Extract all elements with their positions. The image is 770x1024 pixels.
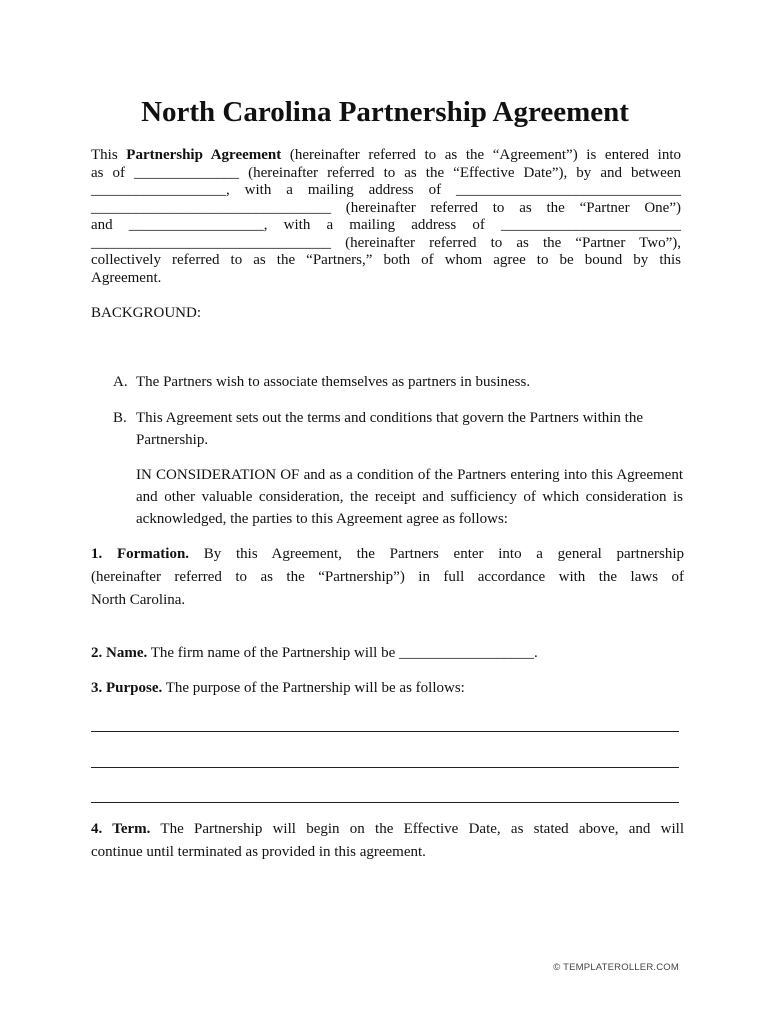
section-text: By this Agreement, the Partners enter into a general partnership [189, 546, 684, 562]
section-heading: 2. Name. [91, 645, 148, 661]
footer-copyright: © TEMPLATEROLLER.COM [553, 962, 679, 973]
section-line: North Carolina. [91, 592, 186, 608]
background-item-a [113, 371, 683, 393]
consideration-paragraph: IN CONSIDERATION OF and as a condition of the Partners entering into this Agreement and other valuable consideration, the receipt and sufficiency of which consideration is acknowledged, the parties to this Agreement agree as follows: [136, 467, 683, 527]
section-heading: 4. Term. [91, 821, 151, 837]
intro-paragraph [91, 147, 681, 287]
intro-line: __________________, with a mailing address of ______________________________ [91, 182, 681, 198]
item-letter: B. [113, 410, 127, 426]
section-heading: 1. Formation. [91, 546, 190, 562]
intro-line: collectively referred to as the “Partners,” both of whom agree to be bound by this [91, 252, 681, 268]
intro-line: ________________________________ (hereinafter referred to as the “Partner Two”), [91, 234, 681, 251]
section-text: The firm name of the Partnership will be __________________. [147, 645, 538, 661]
intro-text: This [91, 147, 127, 163]
document-title: North Carolina Partnership Agreement [141, 96, 629, 128]
section-text: The Partnership will begin on the Effective Date, as stated above, and will [150, 821, 684, 837]
purpose-blank-line[interactable] [91, 767, 679, 768]
purpose-blank-line[interactable] [91, 802, 679, 803]
intro-line [91, 147, 681, 165]
section-line: continue until terminated as provided in this agreement. [91, 844, 426, 860]
section-heading: 3. Purpose. [91, 680, 163, 696]
item-letter: A. [113, 374, 128, 390]
intro-line: as of ______________ (hereinafter referred to as the “Effective Date”), by and between [91, 164, 681, 181]
section-formation [91, 543, 684, 612]
intro-line: Agreement. [91, 269, 162, 286]
section-line [91, 543, 684, 566]
section-text: The purpose of the Partnership will be as follows: [162, 680, 465, 696]
intro-bold-term: Partnership Agreement [126, 147, 282, 163]
section-term [91, 818, 684, 864]
item-text: This Agreement sets out the terms and conditions that govern the Partners within the Partnership. [136, 410, 643, 448]
background-item-b [113, 407, 683, 451]
intro-line: ________________________________ (hereinafter referred to as the “Partner One”) [91, 199, 681, 216]
section-line [91, 818, 684, 841]
item-text: The Partners wish to associate themselves as partners in business. [136, 374, 531, 390]
intro-text: (hereinafter referred to as the “Agreement”) is entered into [281, 147, 681, 163]
background-heading: BACKGROUND: [91, 305, 202, 321]
section-line: (hereinafter referred to as the “Partnership”) in full accordance with the laws of [91, 569, 684, 585]
intro-line: and __________________, with a mailing address of ________________________ [91, 217, 681, 233]
purpose-blank-line[interactable] [91, 731, 679, 732]
section-name [91, 642, 684, 665]
section-purpose [91, 677, 684, 700]
